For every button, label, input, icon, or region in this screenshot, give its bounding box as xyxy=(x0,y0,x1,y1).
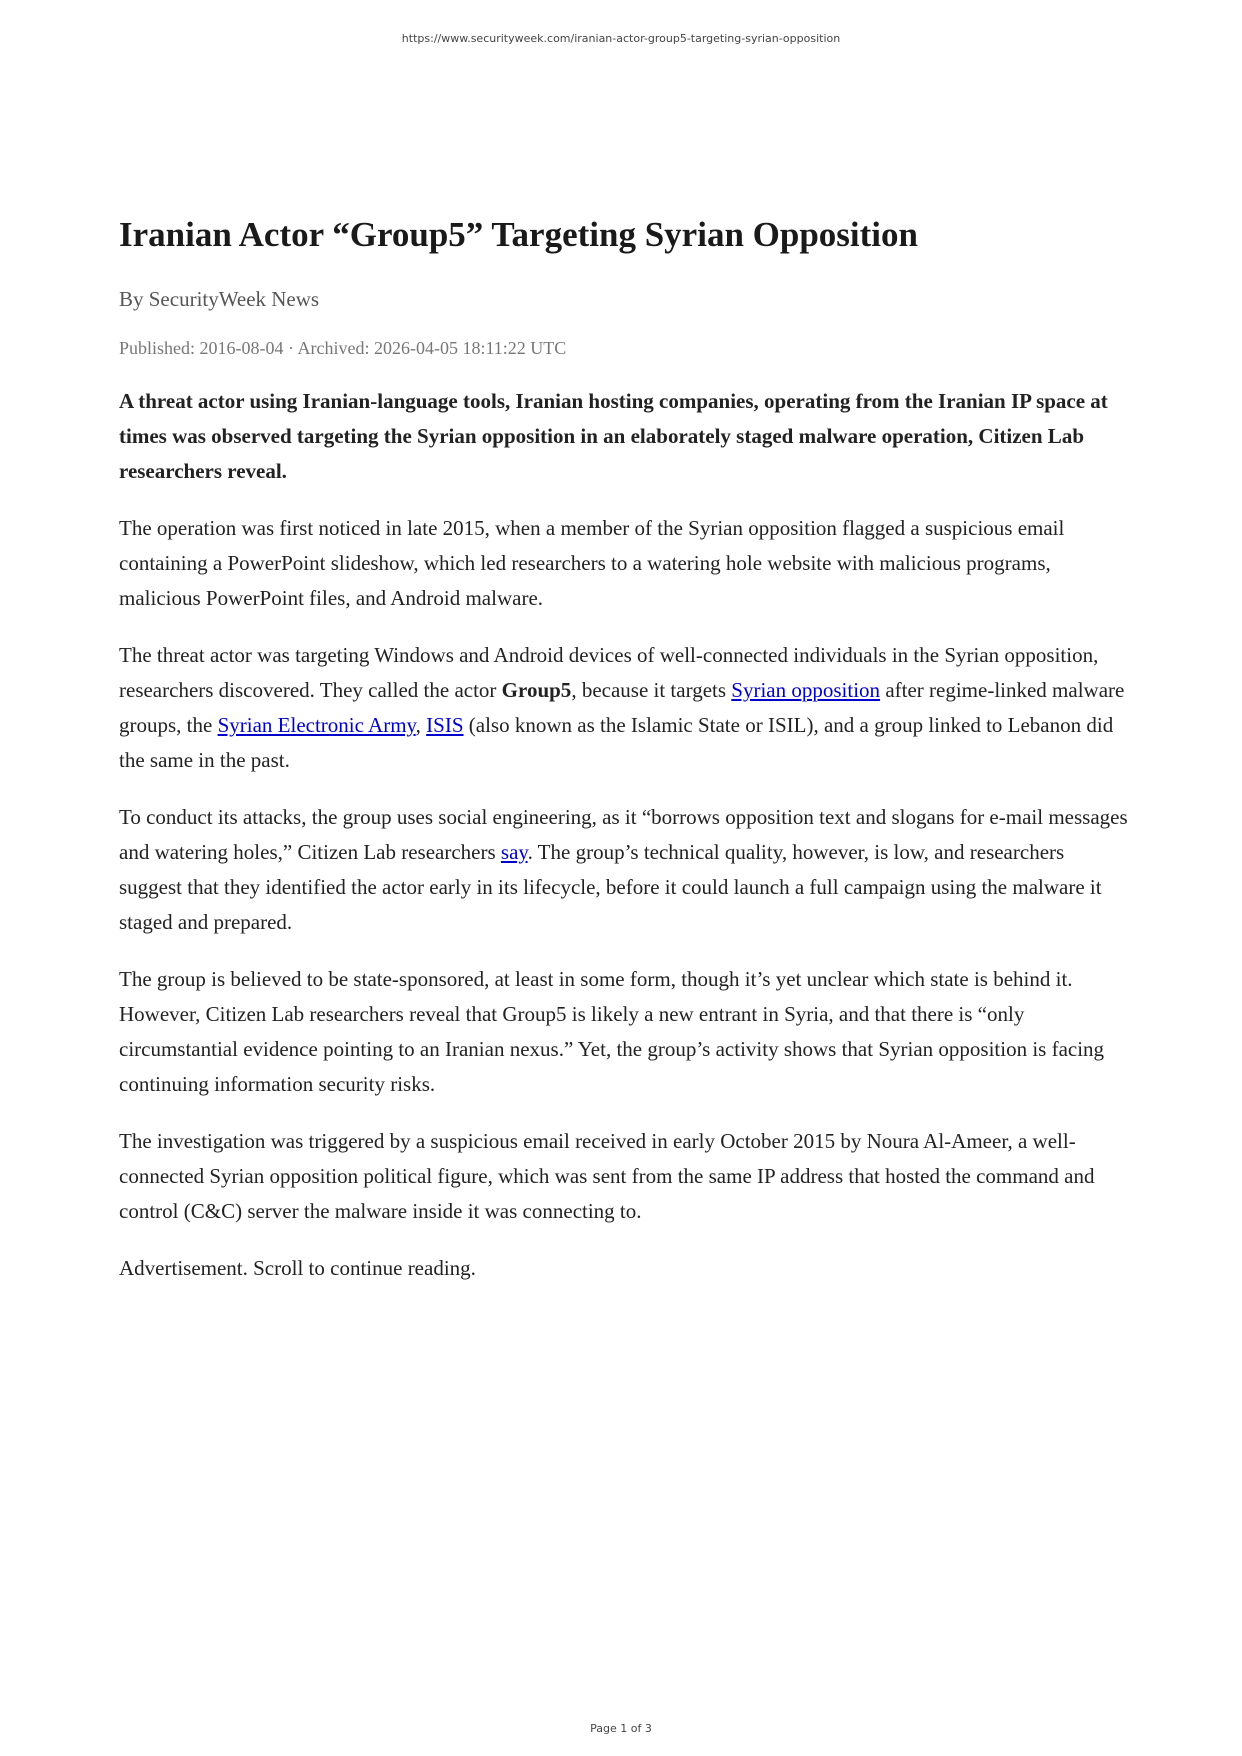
bold-text: Group5 xyxy=(501,678,572,702)
text: , xyxy=(415,713,427,737)
text: . The group’s technical quality, however, is low, and researchers suggest that they identified the actor early in its lifecycle, before it could launch a full campaign using the malware it staged and prepared. xyxy=(119,840,1102,934)
text: after regime-linked malware groups, the xyxy=(119,678,1125,737)
byline: By SecurityWeek News xyxy=(119,287,320,311)
link-syrian-opposition[interactable]: Syrian opposition xyxy=(731,678,881,702)
lead-paragraph: A threat actor using Iranian-language tools, Iranian hosting companies, operating from the Iranian IP space at times was observed targeting the Syrian opposition in an elaborately staged malware operation, Citizen Lab researchers reveal. xyxy=(119,389,1108,483)
paragraph: The group is believed to be state-sponsored, at least in some form, though it’s yet unclear which state is behind it. However, Citizen Lab researchers reveal that Group5 is likely a new entrant in Syria, and that there is “only circumstantial evidence pointing to an Iranian nexus.” Yet, the group’s activity shows that Syrian opposition is facing continuing information security risks. xyxy=(119,967,1105,1096)
page-url: https://www.securityweek.com/iranian-actor-group5-targeting-syrian-opposition xyxy=(401,32,841,45)
text: , because it targets xyxy=(571,678,732,702)
text: The threat actor was targeting Windows and Android devices of well-connected individuals in the Syrian opposition, researchers discovered. They called the actor xyxy=(119,643,1099,702)
paragraph xyxy=(119,800,1129,940)
article xyxy=(119,212,1129,1308)
article-title: Iranian Actor “Group5” Targeting Syrian Opposition xyxy=(119,215,919,254)
text: (also known as the Islamic State or ISIL), and a group linked to Lebanon did the same in the past. xyxy=(119,713,1114,772)
publish-meta: Published: 2016-08-04 · Archived: 2026-04-05 18:11:22 UTC xyxy=(119,338,567,358)
link-isis[interactable]: ISIS xyxy=(426,713,464,737)
paragraph: The operation was first noticed in late 2015, when a member of the Syrian opposition flagged a suspicious email containing a PowerPoint slideshow, which led researchers to a watering hole website with malicious programs, malicious PowerPoint files, and Android malware. xyxy=(119,516,1065,610)
paragraph xyxy=(119,638,1129,778)
text: To conduct its attacks, the group uses social engineering, as it “borrows opposition text and slogans for e-mail messages and watering holes,” Citizen Lab researchers xyxy=(119,805,1128,864)
link-syrian-electronic-army[interactable]: Syrian Electronic Army xyxy=(217,713,416,737)
advertisement-notice: Advertisement. Scroll to continue reading. xyxy=(119,1256,476,1280)
link-say[interactable]: say xyxy=(500,840,528,864)
paragraph: The investigation was triggered by a suspicious email received in early October 2015 by Noura Al-Ameer, a well-connected Syrian opposition political figure, which was sent from the same IP address that hosted the command and control (C&C) server the malware inside it was connecting to. xyxy=(119,1129,1095,1223)
page-number: Page 1 of 3 xyxy=(590,1722,652,1735)
